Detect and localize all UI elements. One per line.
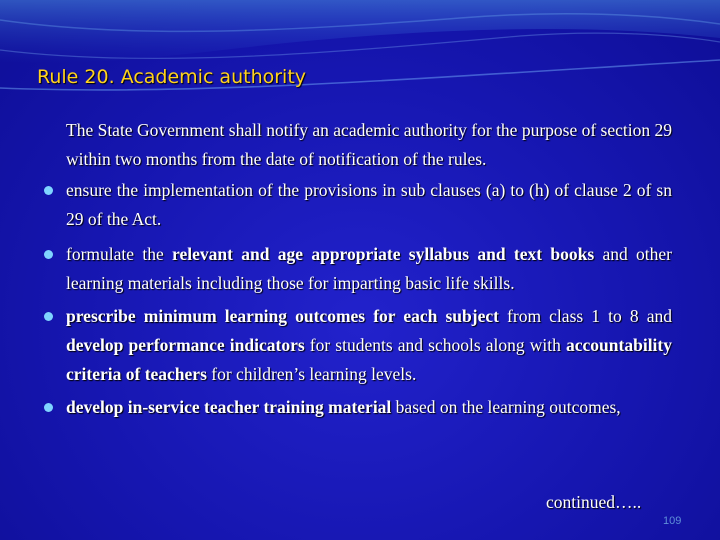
bullet-icon bbox=[44, 186, 53, 195]
continued-label: continued….. bbox=[546, 492, 642, 512]
slide-title: Rule 20. Academic authority bbox=[37, 66, 307, 88]
bullet-bold-text: develop in-service teacher training material bbox=[66, 397, 392, 417]
bullet-item-1 bbox=[66, 176, 672, 234]
bullet-text: for students and schools along with bbox=[304, 335, 567, 355]
bullet-bold-text: accountability criteria of teachers bbox=[66, 335, 672, 384]
bullet-text: based on the learning outcomes, bbox=[391, 397, 621, 417]
header-wave-decoration bbox=[0, 0, 720, 110]
bullet-item-3 bbox=[66, 302, 672, 389]
bullet-text: and other learning materials including those for imparting basic life skills. bbox=[66, 244, 673, 293]
bullet-item-4 bbox=[66, 393, 672, 422]
bullet-text: for children’s learning levels. bbox=[206, 364, 417, 384]
bullet-text: formulate the bbox=[66, 244, 173, 264]
bullet-icon bbox=[44, 250, 53, 259]
bullet-text: ensure the implementation of the provisions in sub clauses (a) to (h) of clause 2 of sn 29 of the Act. bbox=[66, 180, 672, 229]
intro-paragraph: The State Government shall notify an academic authority for the purpose of section 29 within two months from the date of notification of the rules. bbox=[66, 120, 672, 169]
bullet-item-2 bbox=[66, 240, 672, 298]
bullet-icon bbox=[44, 403, 53, 412]
bullet-text: from class 1 to 8 and bbox=[498, 306, 672, 326]
bullet-bold-text: relevant and age appropriate syllabus and text books bbox=[172, 244, 595, 264]
page-number: 109 bbox=[663, 515, 682, 527]
bullet-icon bbox=[44, 312, 53, 321]
bullet-bold-text: develop performance indicators bbox=[66, 335, 305, 355]
bullet-bold-text: prescribe minimum learning outcomes for each subject bbox=[66, 306, 499, 326]
